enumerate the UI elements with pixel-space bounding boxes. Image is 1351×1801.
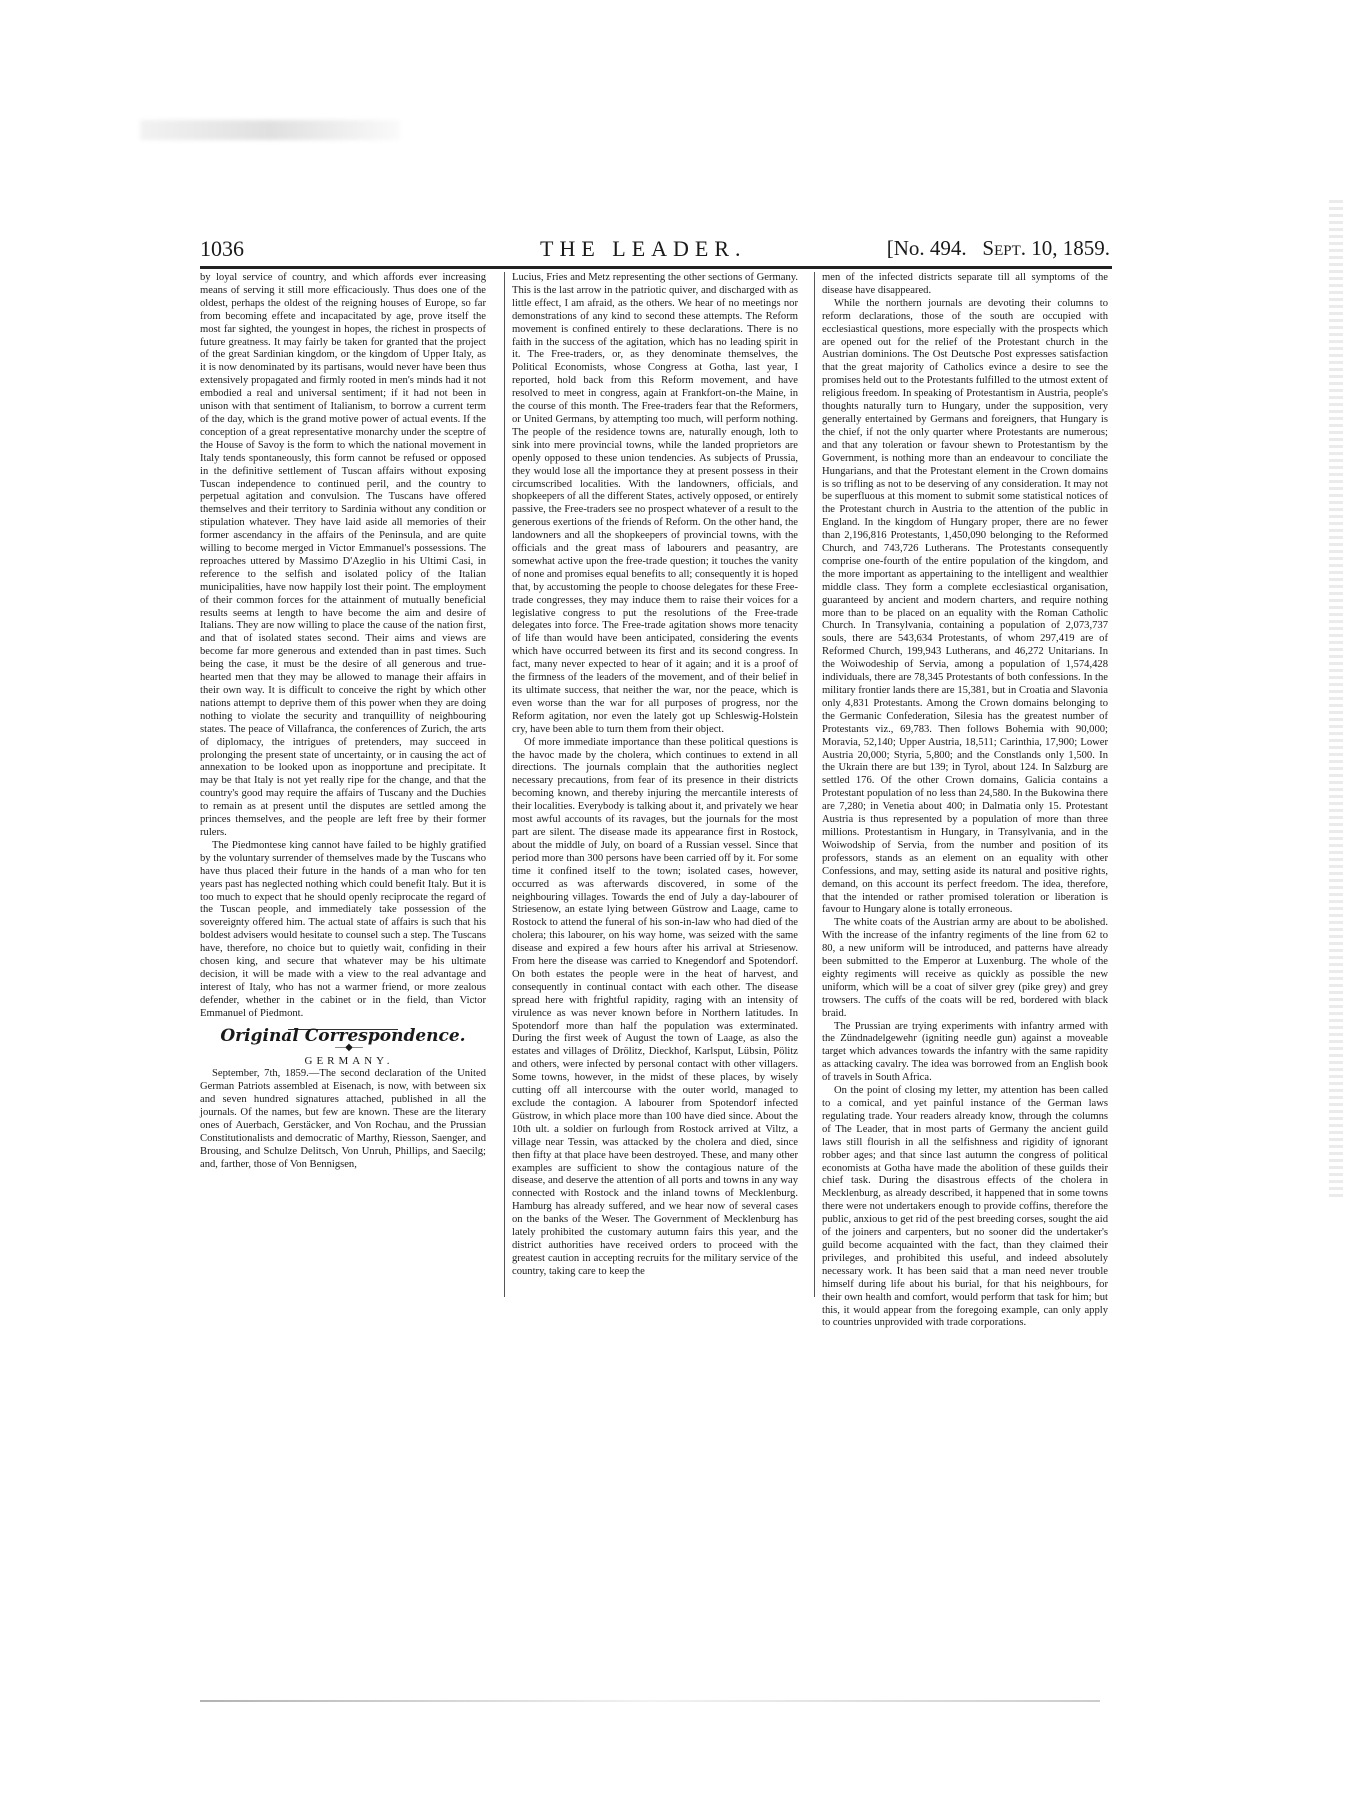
ornament: —◆—	[335, 1042, 363, 1054]
paragraph: The white coats of the Austrian army are about to be abolished. With the increase of the infantry regiments of the line from 62 to 80, a new uniform will be introduced, and patterns have already been submitted to the Emperor at Luxenburg. The whole of the eighty regiments will receive as quickly as possible the new uniform, which will be a coat of silver grey (pike grey) and grey trowsers. The cuffs of the coats will be red, bordered with black braid.	[822, 917, 1108, 1019]
paragraph: The Piedmontese king cannot have failed to be highly gratified by the voluntary surrender of themselves made by the Tuscans who have thus placed their future in the hands of a man who for ten years past has neglected nothing which could benefit Italy. But it is too much to expect that he should openly reciprocate the regard of the Tuscan people, and immediately take possession of the sovereignty offered him. The actual state of affairs is such that his boldest advisers would hesitate to counsel such a step. The Tuscans have, therefore, no choice but to quietly wait, confiding in their chosen king, and secure that whatever may be his ultimate decision, it will be made with a view to the real advantage and interest of Italy, who has not a warmer friend, or more zealous defender, whether in the cabinet or in the field, than Victor Emmanuel of Piedmont.	[200, 839, 486, 1019]
issue-info	[887, 236, 1110, 261]
paragraph: Of more immediate importance than these political questions is the havoc made by the cholera, which continues to extend in all directions. The journals complain that the authorities neglect necessary precautions, from fear of its presence in their districts becoming known, and thereby injuring the mercantile interests of their localities. Everybody is talking about it, and privately we hear most awful accounts of its ravages, but the journals for the most part are silent. The disease made its appearance first in Rostock, about the middle of July, on board of a Russian vessel. Since that period more than 300 persons have been carried off by it. For some time it confined itself to the town; isolated cases, however, occurred as was afterwards discovered, in some of the neighbouring villages. Towards the end of July a day-labourer of Striesenow, an estate lying between Güstrow and Laage, came to Rostock to attend the funeral of his son-in-law who had died of the cholera; this labourer, on his way home, was seized with the same disease and expired a few hours after his arrival at Striesenow. From here the disease was carried to Knegendorf and Spotendorf. On both estates the people were in the heat of harvest, and consequently in continual contact with each other. The disease spread here with frightful rapidity, raging with an intensity of virulence as was never known before in Northern latitudes. In Spotendorf more than half the population was exterminated. During the first week of August the town of Laage, as also the estates and villages of Drölitz, Dieckhof, Karlsput, Lübsin, Pölitz and others, were infected by personal contact with other villagers. Some towns, however, in the midst of these places, by wisely cutting off all intercourse with the outer world, managed to exclude the contagion. A labourer from Spotendorf infected Güstrow, in which place more than 100 have died since. About the 10th ult. a soldier on furlough from Rostock arrived at Viltz, a village near Tessin, was attacked by the cholera and died, since then fifty at that place have been destroyed. These, and many other examples are sufficient to show the contagious nature of the disease, and deserve the attention of all ports and towns in any way connected with Rostock and the inland towns of Mecklenburg. Hamburg has already suffered, and we hear now of several cases on the banks of the Weser. The Government of Mecklenburg has lately prohibited the customary autumn fairs this year, and the district authorities have received orders to proceed with the greatest caution in accepting recruits for the military service of the country, taking care to keep the	[512, 736, 798, 1277]
page-header	[200, 236, 1110, 264]
column-divider	[814, 272, 815, 1297]
column-divider	[504, 272, 505, 1297]
paragraph: The Prussian are trying experiments with infantry armed with the Zündnadelgewehr (igniting needle gun) against a moveable target which advances towards the infantry with the same rapidity as attacking cavalry. The idea was borrowed from an English book of travels in South Africa.	[822, 1020, 1108, 1084]
issue-number: [No. 494.	[886, 236, 967, 260]
column-1	[200, 272, 486, 1172]
dispatch-paragraph: September, 7th, 1859.—The second declaration of the United German Patriots assembled at Eisenach, is now, with between six and seven hundred signatures attached, published in all the journals. Of the names, but few are known. These are the literary ones of Auerbach, Gerstäcker, and Von Rochau, and the Prussian Constitutionalists and democratic of Marthy, Riesson, Saenger, and Brousing, and Schulze Delitsch, Von Unruh, Phillips, and Saecilg; and, farther, those of Von Bennigsen,	[200, 1068, 486, 1170]
column-3	[822, 272, 1108, 1330]
page-edge-shadow	[1329, 200, 1343, 1200]
scan-smudge	[140, 120, 400, 140]
paragraph: Lucius, Fries and Metz representing the other sections of Germany. This is the last arrow in the patriotic quiver, and discharged with as little effect, I am afraid, as the others. We hear of no meetings nor demonstrations of any kind to second these attempts. The Reform movement is confined entirely to these declarations. There is no faith in the success of the agitation, which has no leading spirit in it. The Free-traders, or, as they denominate themselves, the Political Economists, whose Congress at Gotha, last year, I reported, hold back from this Reform movement, and have resolved to meet in congress, again at Frankfort-on-the Maine, in the course of this month. The Free-traders fear that the Reformers, or United Germans, by attempting too much, will perform nothing. The people of the residence towns are, naturally enough, loth to sink into mere provincial towns, while the landed proprietors are openly opposed to these union tendencies. As subjects of Prussia, they would lose all the importance they at present possess in their circumscribed localities. With the landowners, officials, and shopkeepers of all the different States, actively opposed, or entirely passive, the Free-traders see no prospect whatever of a result to the generous exertions of the friends of Reform. On the other hand, the landowners and all the shopkeepers of provincial towns, with the officials and the great mass of labourers and peasantry, are somewhat active upon the free-trade question; it touches the vanity of none and promises equal benefits to all; consequently it is hoped that, by accustoming the people to choose delegates for these Free-trade congresses, they may induce them to raise their voices for a legislative congress to put the resolutions of the Free-trade delegates into force. The Free-trade agitation shows more tenacity of life than would have been anticipated, considering the events which have occurred between its first and its second congress. In fact, many never expected to hear of it again; and it is a proof of the firmness of the leaders of the movement, and of their belief in its ultimate success, that neither the war, nor the peace, which is even worse than the war for all purposes of progress, nor the Reform agitation, nor even the lately got up Schleswig-Holstein cry, have been able to turn them from their object.	[512, 272, 798, 735]
header-rule	[200, 266, 1112, 269]
subhead: GERMANY.	[304, 1055, 394, 1068]
issue-date: Sept. 10, 1859.	[982, 236, 1110, 260]
paragraph: by loyal service of country, and which affords ever increasing means of serving it still more efficaciously. Thus does one of the oldest, perhaps the oldest of the reigning houses of Europe, so far from becoming effete and incapacitated by age, prove itself the most far sighted, the youngest in hopes, the richest in prospects of future greatness. It may fairly be taken for granted that the project of the great Sardinian kingdom, or the kingdom of Upper Italy, as it is now denominated by its partisans, would never have been thus extensively propagated and firmly rooted in men's minds had it not embodied a real and universal sentiment; if it had not been in unison with that sentiment of Italianism, to borrow a current term of the day, which is the grand motive power of actual events. If the conception of a great representative monarchy under the sceptre of the House of Savoy is the form to which the national movement in Italy tends spontaneously, this form cannot be refused or opposed in the definitive settlement of Tuscan affairs without exposing Tuscan independence to continued peril, and the country to perpetual agitation and convulsion. The Tuscans have offered themselves and their territory to Sardinia without any condition or stipulation whatever. They have laid aside all memories of their former ascendancy in the affairs of the Peninsula, and are quite willing to become merged in Victor Emmanuel's possessions. The reproaches uttered by Massimo D'Azeglio in his Ultimi Casi, in reference to the selfish and isolated policy of the Italian municipalities, have now happily lost their point. The employment of their common forces for the attainment of mutually beneficial results seems at length to have become the aim and desire of Italians. They are now willing to place the cause of the nation first, and that of isolated states second. Their aims and views are become far more generous and extended than in past times. Such being the case, it must be the desire of all generous and true-hearted men that they may be allowed to manage their affairs in their own way. It is difficult to conceive the right by which other nations attempt to deprive them of this power when they are doing nothing to violate the security and tranquillity of neighbouring states. The peace of Villafranca, the conferences of Zurich, the arts of diplomacy, the intrigues of pretenders, may succeed in prolonging the present state of uncertainty, or in causing the act of annexation to be looked upon as inopportune and precipitate. It may be that Italy is not yet really ripe for the change, and that the country's good may require the affairs of Tuscany and the Duchies to remain as at present until the disputes are settled among the princes themselves, and the people are left free by their former rulers.	[200, 272, 486, 838]
section-title: Original Correspondence.	[220, 1025, 466, 1046]
paragraph: While the northern journals are devoting their columns to reform declarations, those of the south are occupied with ecclesiastical questions, more especially with the prospects which are opened out for the relief of the Protestant church in the Austrian dominions. The Ost Deutsche Post expresses satisfaction that the great majority of Catholics evince a desire to see the promises held out to the Protestants fulfilled to the utmost extent of religious freedom. In speaking of Protestantism in Austria, people's thoughts naturally turn to Hungary, under the supposition, very generally entertained by Germans and foreigners, that Hungary is the chief, if not the only quarter where Protestants are numerous; and that any toleration or favour shewn to Protestantism by the Government, is nothing more than an endeavour to conciliate the Hungarians, and that the Protestant element in the Crown domains is so trifling as not to be deserving of any consideration. It may not be superfluous at this moment to submit some statistical notices of the Protestant church in Austria to the attention of the public in England. In the kingdom of Hungary proper, there are no fewer than 2,196,816 Protestants, 1,450,090 belonging to the Reformed Church, and 743,726 Lutherans. The Protestants consequently comprise one-fourth of the entire population of the kingdom, and the more important as appertaining to the intelligent and wealthier middle class. They form a complete ecclesiastical organisation, guaranteed by ancient and modern charters, and require nothing more than to be placed on an equality with the Roman Catholic Church. In Transylvania, containing a population of 2,073,737 souls, there are 543,634 Protestants, of whom 297,419 are of Reformed Church, 199,943 Lutherans, and 46,272 Unitarians. In the Woiwodeship of Servia, among a population of 1,574,428 individuals, there are 78,345 Protestants of both confessions. In the military frontier lands there are 15,381, but in Croatia and Slavonia only 4,831 Protestants. Among the Crown domains belonging to the Germanic Confederation, Silesia has the greatest number of Protestants viz., 69,783. Then follows Bohemia with 90,000; Moravia, 52,140; Upper Austria, 18,511; Carinthia, 17,900; Lower Austria 20,000; Styria, 5,800; and the Constlands only 1,500. In the Ukrain there are but 139; in Tyrol, about 124. In Salzburg are settled 176. Of the other Crown domains, Galicia contains a Protestant population of no less than 24,580. In the Bukowina there are 7,280; in Venetia about 400; in Dalmatia only 15. Protestant Austria is thus represented by a population of more than three millions. Protestantism in Hungary, in Transylvania, and in the Woiwodship of Servia, from the number and position of its professors, stands as an element on an equality with other Confessions, and may, setting aside its natural and positive rights, demand, on this account its perfect freedom. The idea, therefore, that the intended or rather promised toleration or liberation is favour to Hungary alone is totally erroneous.	[822, 297, 1108, 916]
scan-bottom-edge	[200, 1700, 1100, 1702]
paragraph: men of the infected districts separate till all symptoms of the disease have disappeared.	[822, 272, 1108, 296]
page-number: 1036	[200, 236, 244, 261]
column-2	[512, 272, 798, 1279]
paragraph: On the point of closing my letter, my attention has been called to a comical, and yet painful instance of the German laws regulating trade. Your readers already know, through the columns of The Leader, that in most parts of Germany the ancient guild laws still flourish in all the selfishness and rigidity of ignorant robber ages; and that since last autumn the congress of political economists at Gotha have made the abolition of these guilds their chief task. During the disastrous effects of the cholera in Mecklenburg, as already described, it happened that in some towns there were not undertakers enough to provide coffins, therefore the public, anxious to get rid of the pest breeding corses, sought the aid of the joiners and carpenters, but no sooner did the undertaker's guild become acquainted with the fact, than they claimed their privileges, and prohibited this useful, and indeed absolutely necessary work. It has been said that a man need never trouble himself during life about his burial, for that his neighbours, for their own health and comfort, would perform that task for him; but this, it would appear from the foregoing example, can only apply to countries unprovided with trade corporations.	[822, 1085, 1108, 1329]
masthead: THE LEADER.	[540, 236, 747, 261]
